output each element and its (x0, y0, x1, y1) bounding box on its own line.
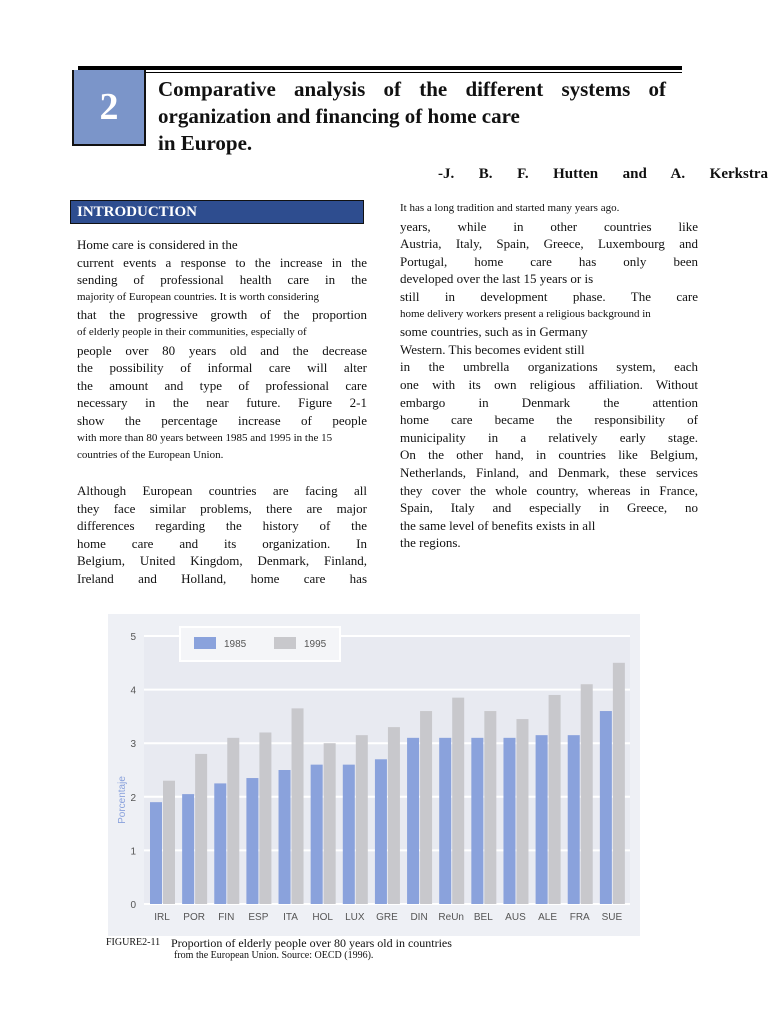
text-line: embargo in Denmark the attention (400, 394, 698, 410)
x-tick-label: HOL (312, 912, 333, 923)
bar-1985-LUX (343, 765, 355, 904)
x-tick-label: AUS (505, 912, 526, 923)
figure-caption-source: from the European Union. Source: OECD (1996). (174, 950, 374, 961)
text-line: people over 80 years old and the decrease (77, 342, 367, 358)
bar-1985-ALE (536, 735, 548, 904)
x-tick-label: ITA (283, 912, 298, 923)
chapter-number: 2 (99, 86, 119, 128)
bar-1985-AUS (503, 738, 515, 904)
y-tick-label: 0 (130, 900, 136, 911)
bar-1995-LUX (356, 735, 368, 904)
text-line: still in development phase. The care (400, 288, 698, 304)
text-line: the regions. (400, 535, 461, 551)
x-tick-label: GRE (376, 912, 398, 923)
bar-1995-FIN (227, 738, 239, 904)
left-column-paragraph-1 (77, 236, 367, 465)
bar-1985-DIN (407, 738, 419, 904)
text-line: necessary in the near future. Figure 2-1 (77, 395, 367, 411)
text-line: countries of the European Union. (77, 449, 224, 462)
text-line: in the umbrella organizations system, each (400, 359, 698, 375)
text-line: Austria, Italy, Spain, Greece, Luxembourg and (400, 236, 698, 252)
bar-1985-POR (182, 794, 194, 904)
y-tick-label: 5 (130, 632, 136, 643)
bar-1995-BEL (484, 711, 496, 904)
title-line-2: organization and financing of home care (158, 104, 520, 128)
text-line: years, while in other countries like (400, 218, 698, 234)
text-line: they cover the whole country, whereas in France, (400, 482, 698, 498)
x-tick-label: POR (183, 912, 205, 923)
bar-chart (108, 614, 640, 936)
text-line: municipality in a relatively early stage. (400, 429, 698, 445)
text-line: Portugal, home care has only been (400, 253, 698, 269)
text-line: the amount and type of professional care (77, 377, 367, 393)
bar-1995-HOL (324, 743, 336, 904)
text-line: sending of professional health care in the (77, 272, 367, 288)
right-column-text (400, 200, 698, 552)
top-rule (78, 66, 682, 70)
x-tick-label: ESP (248, 912, 269, 923)
x-tick-label: FRA (569, 912, 590, 923)
legend-label-1995: 1995 (304, 639, 327, 650)
bar-1985-GRE (375, 759, 387, 904)
y-tick-label: 2 (130, 792, 136, 804)
y-axis-label: Porcentaje (117, 776, 128, 824)
y-tick-label: 3 (130, 739, 136, 751)
text-line: Spain, Italy and especially in Greece, no (400, 500, 698, 516)
bar-1985-FIN (214, 783, 226, 904)
authors: -J. B. F. Hutten and A. Kerkstra (438, 166, 768, 182)
text-line: some countries, such as in Germany (400, 324, 588, 340)
x-tick-label: BEL (473, 912, 493, 923)
bar-1985-ITA (279, 770, 291, 904)
text-line: they face similar problems, there are major (77, 500, 367, 516)
bar-1985-IRL (150, 802, 162, 904)
text-line: differences regarding the history of the (77, 518, 367, 534)
legend-swatch-1985 (194, 637, 216, 649)
x-tick-label: FIN (218, 912, 235, 923)
text-line: Although European countries are facing all (77, 483, 367, 498)
figure-chart (108, 614, 640, 936)
text-line: Home care is considered in the (77, 237, 238, 252)
bar-1985-ReUn (439, 738, 451, 904)
text-line: the possibility of informal care will alter (77, 360, 367, 376)
title-line-3: in Europe. (158, 131, 253, 155)
text-line: of elderly people in their communities, especially of (77, 325, 307, 338)
bar-1995-IRL (163, 781, 175, 904)
bar-1985-ESP (246, 778, 258, 904)
x-tick-label: ReUn (438, 912, 464, 923)
bar-1985-FRA (568, 735, 580, 904)
bar-1995-POR (195, 754, 207, 904)
y-tick-label: 1 (130, 846, 136, 858)
text-line: that the progressive growth of the proportion (77, 307, 367, 323)
legend-label-1985: 1985 (224, 639, 247, 650)
bar-1995-ALE (549, 695, 561, 904)
x-tick-label: IRL (154, 912, 170, 923)
text-line: current events a response to the increase in the (77, 254, 367, 270)
bar-1985-HOL (311, 765, 323, 904)
text-line: It has a long tradition and started many years ago. (400, 202, 620, 214)
text-line: show the percentage increase of people (77, 412, 367, 428)
chapter-number-box (72, 70, 146, 146)
x-tick-label: LUX (345, 912, 365, 923)
section-heading: INTRODUCTION (70, 200, 364, 224)
left-column-paragraph-2 (77, 482, 367, 588)
text-line: Belgium, United Kingdom, Denmark, Finland, (77, 553, 367, 569)
top-rule-thin (78, 72, 682, 73)
text-line: developed over the last 15 years or is (400, 271, 594, 287)
bar-1995-ReUn (452, 698, 464, 904)
figure-caption: Proportion of elderly people over 80 years old in countries (171, 936, 452, 950)
text-line: home delivery workers present a religious background in (400, 307, 651, 320)
text-line: Netherlands, Finland, and Denmark, these services (400, 464, 698, 480)
text-line: with more than 80 years between 1985 and 1995 in the 15 (77, 431, 333, 444)
bar-1995-FRA (581, 684, 593, 904)
text-line: On the other hand, in countries like Belgium, (400, 447, 698, 463)
x-tick-label: SUE (601, 912, 623, 923)
bar-1985-BEL (471, 738, 483, 904)
text-line: the same level of benefits exists in all (400, 517, 596, 533)
bar-1995-ESP (259, 732, 271, 904)
bar-1995-AUS (516, 719, 528, 904)
y-tick-label: 4 (130, 685, 136, 697)
bar-1995-DIN (420, 711, 432, 904)
chapter-title (158, 76, 666, 157)
bar-1995-GRE (388, 727, 400, 904)
text-line: home care became the responsibility of (400, 412, 698, 428)
text-line: one with its own religious affiliation. Without (400, 376, 698, 392)
x-tick-label: ALE (538, 912, 558, 923)
x-tick-label: DIN (410, 912, 428, 923)
text-line: majority of European countries. It is worth considering (77, 290, 319, 303)
text-line: home care and its organization. In (77, 535, 367, 551)
bar-1995-ITA (292, 708, 304, 904)
bar-1985-SUE (600, 711, 612, 904)
legend-swatch-1995 (274, 637, 296, 649)
title-line-1: Comparative analysis of the different systems of (158, 77, 666, 101)
figure-label: FIGURE2-11 (106, 937, 161, 948)
text-line: Ireland and Holland, home care has (77, 570, 367, 586)
text-line: Western. This becomes evident still (400, 341, 585, 357)
bar-1995-SUE (613, 663, 625, 904)
